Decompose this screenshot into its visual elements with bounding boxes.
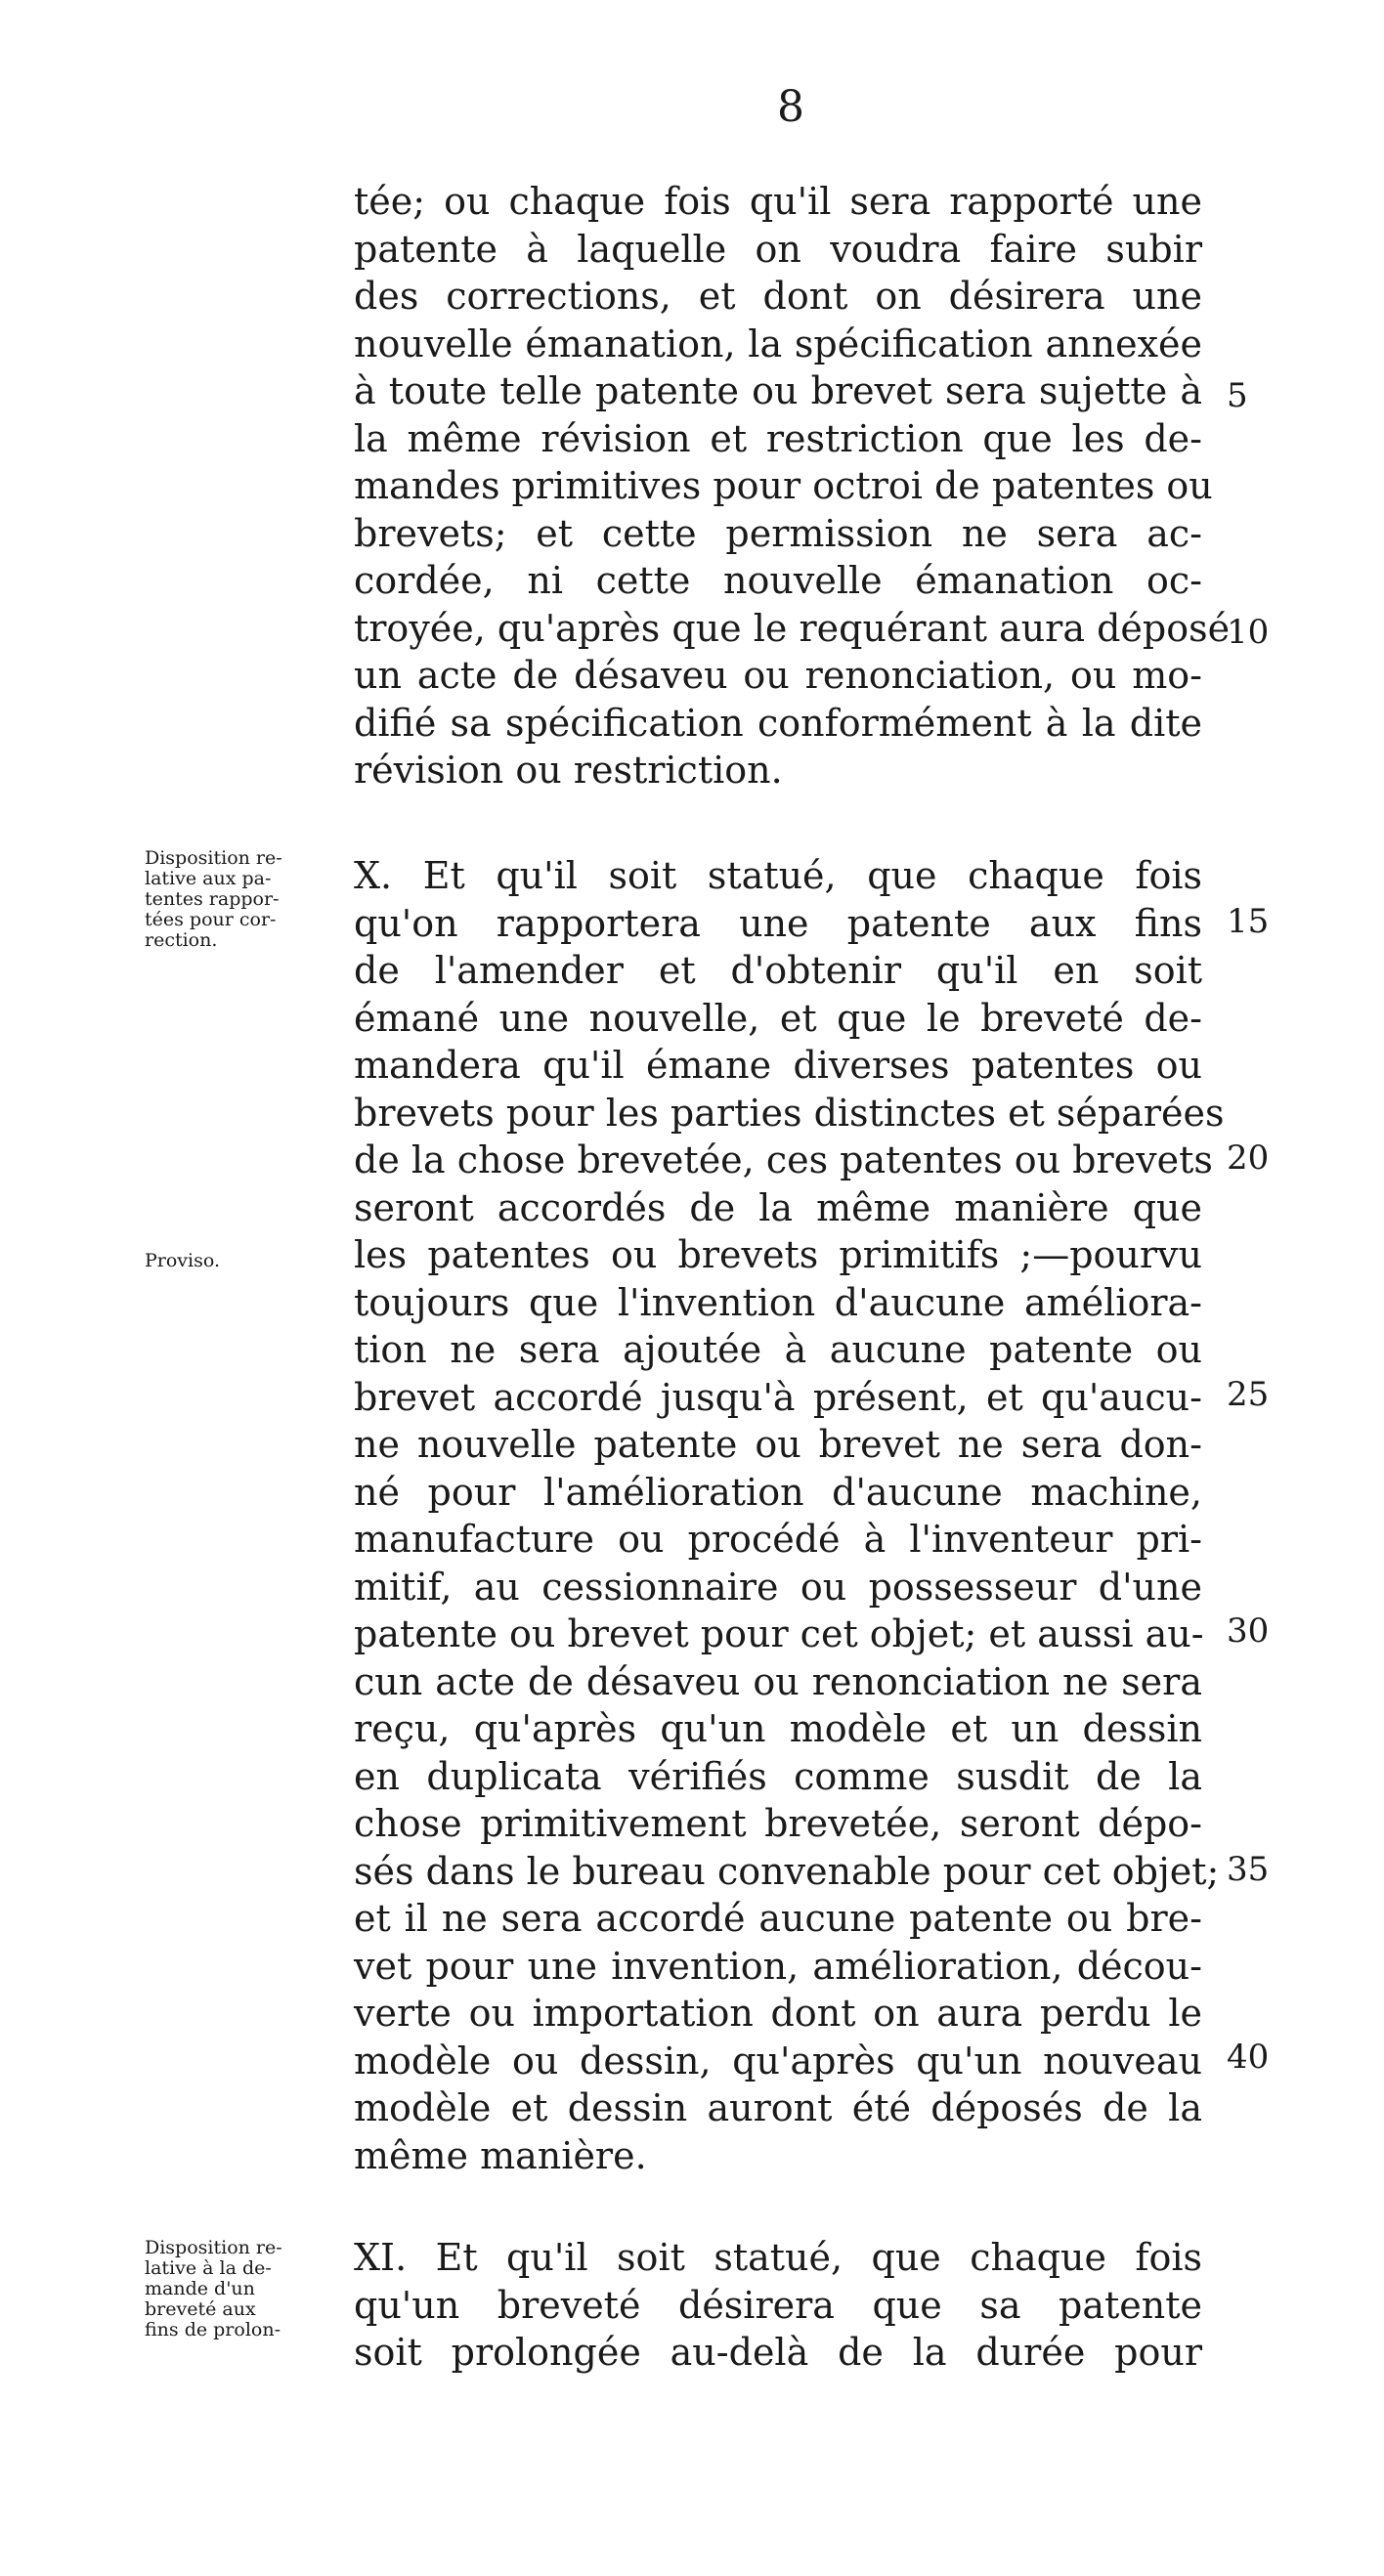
text-line: révision ou restriction. (354, 749, 783, 792)
text-line: qu'on rapportera une patente aux fins (354, 901, 1202, 945)
text-line: né pour l'amélioration d'aucune machine, (354, 1470, 1202, 1514)
margin-note-disposition-correction (145, 848, 335, 951)
line-number: 10 (1227, 613, 1270, 652)
margin-note-line: tentes rappor- (145, 888, 280, 910)
margin-note-line: Disposition re- (145, 847, 282, 869)
margin-note-line: mande d'un (145, 2278, 255, 2299)
text-line: chose primitivement brevetée, seront dépo- (354, 1802, 1202, 1845)
text-line: de l'amender et d'obtenir qu'il en soit (354, 949, 1202, 992)
text-line: un acte de désaveu ou renonciation, ou mo- (354, 654, 1202, 697)
margin-note-disposition-prolongation (145, 2238, 335, 2340)
text-line: cordée, ni cette nouvelle émanation oc- (354, 559, 1202, 602)
text-line: modèle et dessin auront été déposés de la (354, 2086, 1202, 2129)
text-line: patente à laquelle on voudra faire subir (354, 227, 1202, 271)
margin-note-line: Proviso. (145, 1250, 221, 1271)
section-xi-heading-line: XI. Et qu'il soit statué, que chaque fois (354, 2236, 1202, 2279)
margin-note-line: lative aux pa- (145, 868, 272, 889)
section-x-heading-line: X. Et qu'il soit statué, que chaque fois (354, 854, 1202, 897)
text-line: troyée, qu'après que le requérant aura déposé (354, 606, 1231, 650)
text-line: difié sa spécification conformément à la dite (354, 701, 1202, 745)
text-line: de la chose brevetée, ces patentes ou brevets (354, 1138, 1213, 1181)
text-line: cun acte de désaveu ou renonciation ne sera (354, 1659, 1202, 1703)
text-line: patente ou brevet pour cet objet; et aussi au- (354, 1612, 1204, 1655)
text-line: sés dans le bureau convenable pour cet objet; (354, 1849, 1220, 1893)
text-line: mitif, au cessionnaire ou possesseur d'une (354, 1565, 1202, 1609)
line-number: 20 (1227, 1138, 1270, 1178)
text-line: manufacture ou procédé à l'inventeur pri- (354, 1518, 1202, 1561)
section-xi (354, 2234, 1202, 2377)
text-line: émané une nouvelle, et que le breveté de- (354, 996, 1202, 1040)
text-line: toujours que l'invention d'aucune améliora- (354, 1280, 1202, 1324)
text-line: seront accordés de la même manière que (354, 1185, 1202, 1229)
text-line: qu'un breveté désirera que sa patente (354, 2283, 1202, 2327)
line-number: 40 (1227, 2038, 1270, 2077)
paragraph-continuation (354, 178, 1231, 794)
margin-note-line: fins de prolon- (145, 2319, 281, 2340)
line-number: 30 (1227, 1611, 1270, 1651)
text-line: reçu, qu'après qu'un modèle et un dessin (354, 1707, 1202, 1750)
text-line: mandera qu'il émane diverses patentes ou (354, 1044, 1202, 1087)
margin-note-proviso (145, 1251, 335, 1271)
text-line: brevets pour les parties distinctes et séparées (354, 1091, 1225, 1135)
text-line: des corrections, et dont on désirera une (354, 275, 1202, 318)
line-number: 15 (1227, 902, 1270, 941)
text-line: la même révision et restriction que les de- (354, 416, 1202, 460)
line-number: 35 (1227, 1850, 1270, 1889)
text-line: vet pour une invention, amélioration, décou- (354, 1944, 1202, 1988)
margin-note-line: lative à la de- (145, 2257, 272, 2279)
text-line: tée; ou chaque fois qu'il sera rapporté une (354, 180, 1202, 223)
margin-note-line: Disposition re- (145, 2237, 282, 2258)
margin-note-line: rection. (145, 929, 218, 951)
line-number: 5 (1227, 376, 1248, 415)
text-line: et il ne sera accordé aucune patente ou bre- (354, 1897, 1202, 1940)
page-number: 8 (777, 82, 804, 132)
text-line: brevets; et cette permission ne sera ac- (354, 511, 1202, 555)
text-line: ne nouvelle patente ou brevet ne sera don- (354, 1423, 1202, 1466)
text-line: même manière. (354, 2133, 647, 2177)
margin-note-line: breveté aux (145, 2298, 256, 2320)
section-x (354, 852, 1225, 2179)
margin-note-line: tées pour cor- (145, 909, 277, 930)
text-line: tion ne sera ajoutée à aucune patente ou (354, 1328, 1202, 1371)
text-line: nouvelle émanation, la spécification annexée (354, 322, 1202, 365)
text-line: à toute telle patente ou brevet sera sujette à (354, 369, 1202, 412)
text-line: les patentes ou brevets primitifs ;—pourvu (354, 1233, 1202, 1276)
text-line: brevet accordé jusqu'à présent, et qu'aucu- (354, 1375, 1202, 1419)
text-line: verte ou importation dont on aura perdu le (354, 1992, 1202, 2035)
line-number: 25 (1227, 1375, 1270, 1414)
text-line: soit prolongée au-delà de la durée pour (354, 2331, 1202, 2374)
text-line: modèle ou dessin, qu'après qu'un nouveau (354, 2039, 1202, 2082)
text-line: mandes primitives pour octroi de patentes ou (354, 464, 1213, 507)
text-line: en duplicata vérifiés comme susdit de la (354, 1754, 1202, 1798)
